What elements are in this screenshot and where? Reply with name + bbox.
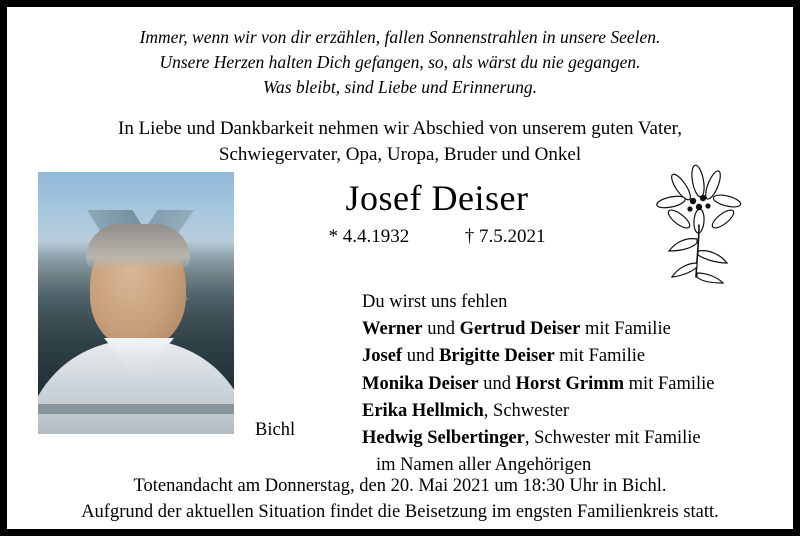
footer-line-1: Totenandacht am Donnerstag, den 20. Mai 2021 um 18:30 Uhr in Bichl. <box>133 476 667 496</box>
family-line-5-tail: , Schwester mit Familie <box>524 427 701 448</box>
family-line-2-name-2: Brigitte Deiser <box>439 346 555 367</box>
portrait-hair <box>86 224 190 270</box>
notice-inner <box>7 7 793 529</box>
footer-block <box>7 473 793 526</box>
family-line-2-tail: mit Familie <box>554 346 646 367</box>
family-line-3-mid: und <box>478 373 516 394</box>
family-closing: im Namen aller Angehörigen <box>376 455 592 476</box>
family-line-2-name-1: Josef <box>362 346 403 367</box>
death-date: † 7.5.2021 <box>464 225 546 247</box>
intro-line-1: In Liebe und Dankbarkeit nehmen wir Abschied von unserem guten Vater, <box>118 117 682 139</box>
family-line-3 <box>362 371 715 398</box>
deceased-dates <box>237 226 637 248</box>
family-line-1-tail: mit Familie <box>580 319 671 340</box>
portrait-photo <box>38 172 234 434</box>
intro-block <box>7 100 793 168</box>
family-line-1-name-2: Gertrud Deiser <box>459 319 581 340</box>
poem-line-3: Was bleibt, sind Liebe und Erinnerung. <box>262 76 537 97</box>
family-list <box>362 289 715 479</box>
family-line-2-mid: und <box>402 346 440 367</box>
family-line-3-name-1: Monika Deiser <box>362 373 479 394</box>
intro-line-2: Schwiegervater, Opa, Uropa, Bruder und Onkel <box>218 143 582 165</box>
poem-line-1: Immer, wenn wir von dir erzählen, fallen Sonnenstrahlen in unsere Seelen. <box>139 27 661 47</box>
poem-block <box>7 7 793 100</box>
family-line-3-name-2: Horst Grimm <box>515 373 625 394</box>
deceased-name-block <box>237 179 637 248</box>
poem-line-2: Unsere Herzen halten Dich gefangen, so, als wärst du nie gegangen. <box>159 51 641 72</box>
edelweiss-icon <box>641 159 761 287</box>
family-heading: Du wirst uns fehlen <box>362 292 508 312</box>
deceased-name: Josef Deiser <box>345 178 529 218</box>
location-caption: Bichl <box>255 420 296 440</box>
family-line-1-mid: und <box>422 319 460 340</box>
family-line-4-tail: , Schwester <box>483 400 570 421</box>
family-line-1 <box>362 316 715 343</box>
family-line-3-tail: mit Familie <box>624 373 715 394</box>
family-line-1-name-1: Werner <box>362 319 423 340</box>
birth-date: * 4.4.1932 <box>328 225 410 247</box>
family-line-4-name-1: Erika Hellmich <box>362 400 484 421</box>
family-line-5 <box>362 425 715 452</box>
footer-line-2: Aufgrund der aktuellen Situation findet die Beisetzung im engsten Familienkreis statt. <box>81 502 719 523</box>
portrait-shirt-stripe <box>38 404 234 414</box>
family-line-2 <box>362 343 715 370</box>
family-line-4 <box>362 398 715 425</box>
family-line-5-name-1: Hedwig Selbertinger <box>362 427 525 448</box>
